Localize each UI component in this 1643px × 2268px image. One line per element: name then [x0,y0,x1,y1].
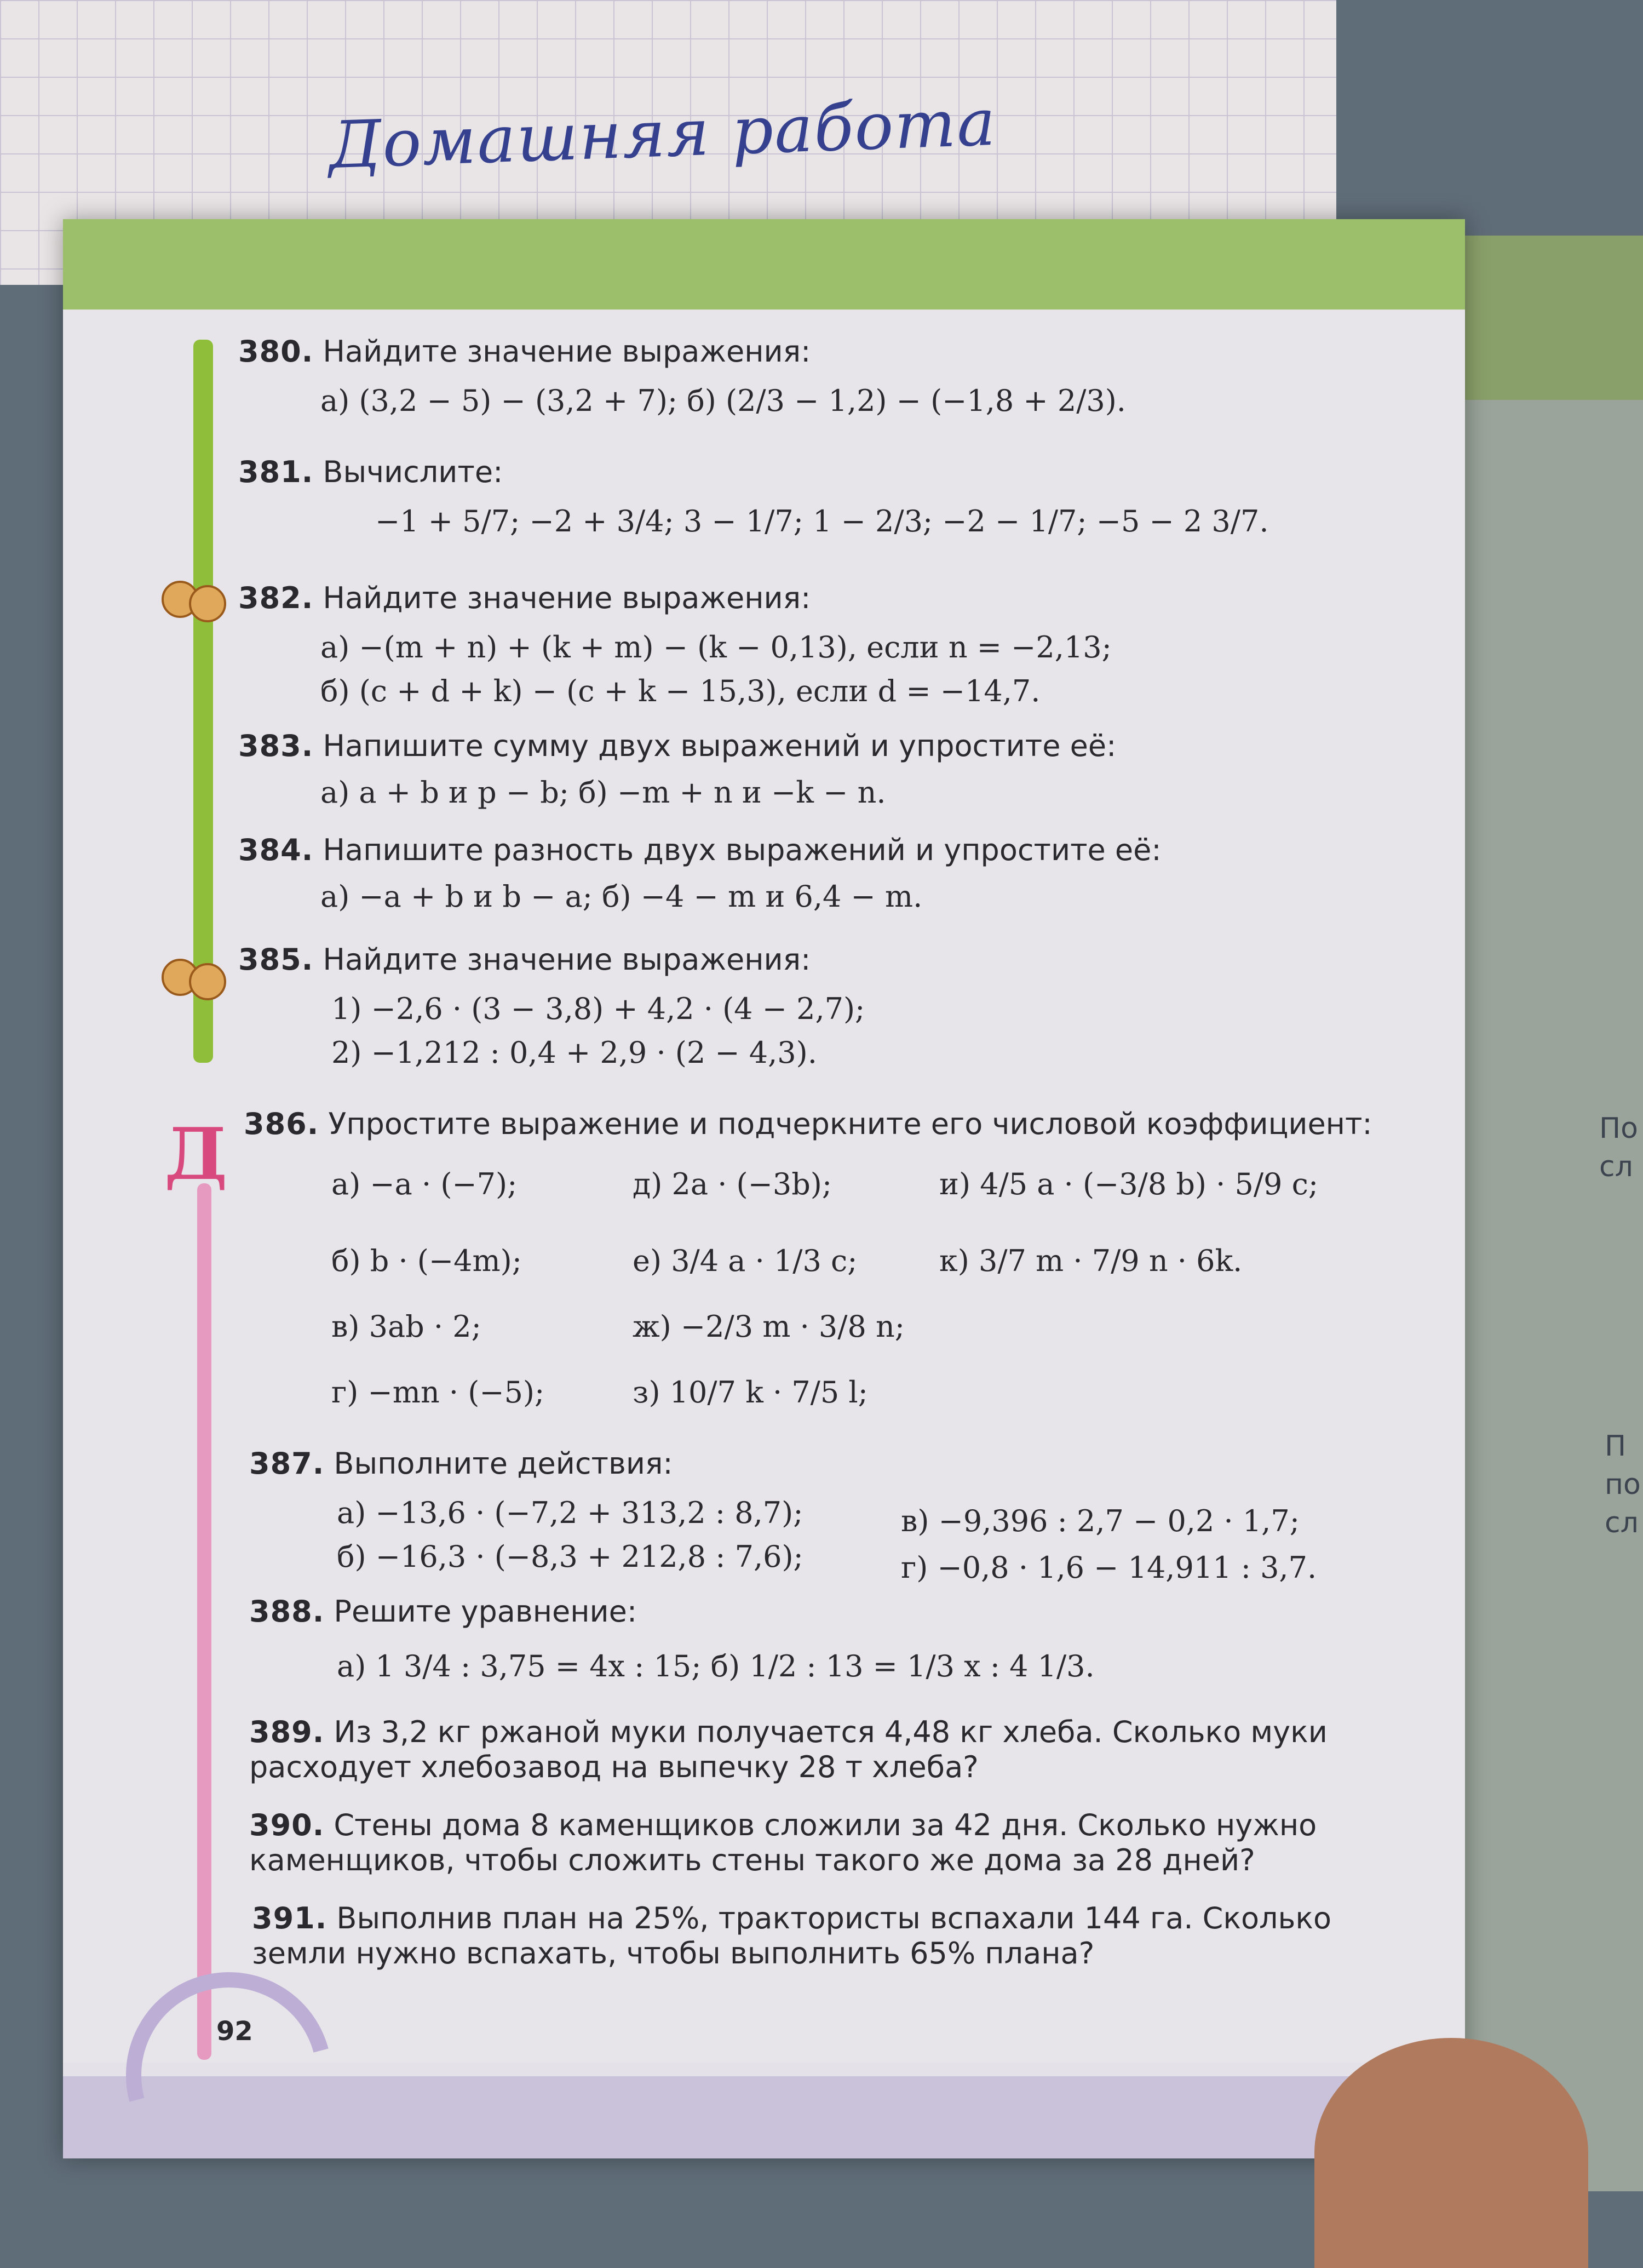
right-fragment: сл [1605,1507,1639,1539]
handwritten-title: Домашняя работа [327,84,998,184]
problem-380-line: а) (3,2 − 5) − (3,2 + 7); б) (2/3 − 1,2) − (−1,8 + 2/3). [320,383,1126,418]
problem-388-header: 388. Решите уравнение: [249,1594,637,1629]
problem-382-header: 382. Найдите значение выражения: [238,581,811,615]
problem-386-item: ж) −2/3 m · 3/8 n; [633,1309,905,1344]
problem-388-line: а) 1 3/4 : 3,75 = 4x : 15; б) 1/2 : 13 = 1/3 x : 4 1/3. [337,1649,1095,1683]
problem-386-item: в) 3ab · 2; [331,1309,481,1344]
problem-381-header: 381. Вычислите: [238,455,503,489]
problem-390: 390. Стены дома 8 каменщиков сложили за 42 дня. Сколько нужно каменщиков, чтобы сложить стены такого же дома за 28 дней? [249,1808,1317,1877]
problem-384-header: 384. Напишите разность двух выражений и упростите её: [238,833,1162,867]
adjacent-book [1446,236,1643,2191]
problem-387-header: 387. Выполните действия: [249,1446,673,1481]
textbook-page [63,219,1465,2158]
problem-387-item: а) −13,6 · (−7,2 + 313,2 : 8,7); [337,1496,803,1530]
problem-384-line: а) −a + b и b − a; б) −4 − m и 6,4 − m. [320,879,923,914]
d-letter-icon: Д [164,1112,228,1196]
problem-386-header: 386. Упростите выражение и подчеркните его числовой коэффициент: [244,1107,1372,1141]
right-fragment: По [1599,1112,1638,1145]
problem-386-item: е) 3/4 a · 1/3 c; [633,1244,858,1278]
right-fragment: П [1605,1430,1627,1463]
problem-385-line: 1) −2,6 · (3 − 3,8) + 4,2 · (4 − 2,7); [331,992,865,1026]
problem-386-item: б) b · (−4m); [331,1244,522,1278]
problem-386-item: и) 4/5 a · (−3/8 b) · 5/9 c; [939,1167,1319,1201]
problem-391: 391. Выполнив план на 25%, трактористы вспахали 144 га. Сколько земли нужно вспахать, чтобы выполнить 65% плана? [252,1901,1331,1971]
right-fragment: по [1605,1468,1641,1501]
problem-386-item: д) 2a · (−3b); [633,1167,832,1201]
problem-383-line: а) a + b и p − b; б) −m + n и −k − n. [320,775,886,810]
problem-385-header: 385. Найдите значение выражения: [238,942,811,977]
problem-389: 389. Из 3,2 кг ржаной муки получается 4,48 кг хлеба. Сколько муки расходует хлебозавод на выпечку 28 т хлеба? [249,1715,1328,1784]
problem-382-line: а) −(m + n) + (k + m) − (k − 0,13), если n = −2,13; [320,630,1112,665]
problem-387-item: б) −16,3 · (−8,3 + 212,8 : 7,6); [337,1539,803,1574]
right-fragment: сл [1599,1150,1633,1183]
problem-381-line: −1 + 5/7; −2 + 3/4; 3 − 1/7; 1 − 2/3; −2 − 1/7; −5 − 2 3/7. [375,504,1269,539]
problem-386-item: а) −a · (−7); [331,1167,518,1201]
problem-383-header: 383. Напишите сумму двух выражений и упростите её: [238,729,1117,763]
thumb [1314,2038,1588,2268]
problem-387-item: г) −0,8 · 1,6 − 14,911 : 3,7. [901,1550,1317,1585]
problem-386-item: г) −mn · (−5); [331,1375,545,1410]
page-number: 92 [216,2016,253,2047]
adjacent-book-band [1446,236,1643,400]
problem-386-item: з) 10/7 k · 7/5 l; [633,1375,868,1410]
problem-380-header: 380. Найдите значение выражения: [238,334,811,369]
problem-386-item: к) 3/7 m · 7/9 n · 6k. [939,1244,1243,1278]
problem-382-line: б) (c + d + k) − (c + k − 15,3), если d = −14,7. [320,674,1041,708]
problem-387-item: в) −9,396 : 2,7 − 0,2 · 1,7; [901,1504,1300,1538]
problem-385-line: 2) −1,212 : 0,4 + 2,9 · (2 − 4,3). [331,1035,817,1070]
